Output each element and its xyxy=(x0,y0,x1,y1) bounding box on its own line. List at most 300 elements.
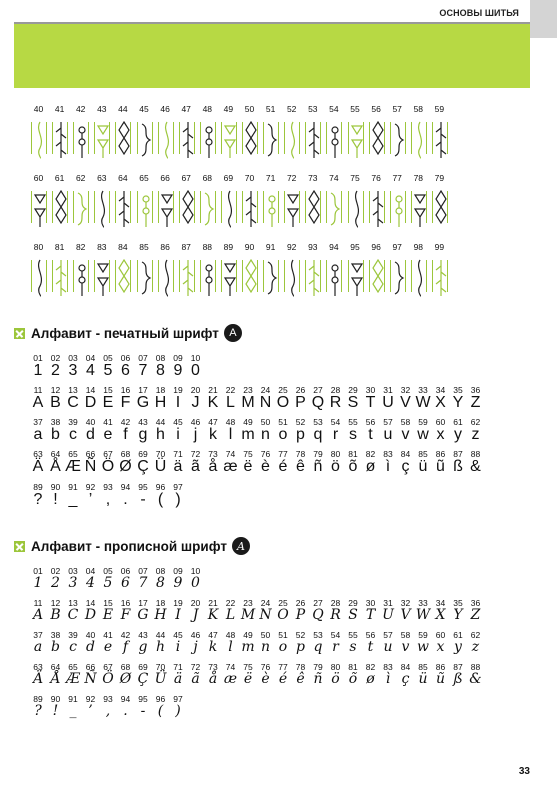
character-glyph: l xyxy=(228,639,233,655)
character-number: 02 xyxy=(50,566,61,576)
character-glyph: E xyxy=(102,394,114,411)
stitch-pattern-icon xyxy=(29,116,49,160)
character-number: 76 xyxy=(260,662,271,672)
character-glyph: ø xyxy=(365,458,376,475)
character-number: 01 xyxy=(33,353,43,363)
stitch-pattern-icon xyxy=(261,185,281,229)
character-glyph: ß xyxy=(453,458,463,475)
stitch-pattern-icon xyxy=(240,254,260,298)
green-banner xyxy=(14,24,530,88)
character-number: 22 xyxy=(225,385,236,395)
character-glyph: u xyxy=(383,639,393,655)
character-glyph: õ xyxy=(348,458,358,475)
character-glyph: 0 xyxy=(191,575,200,591)
character-number: 10 xyxy=(190,566,201,576)
character-glyph: J xyxy=(192,607,199,623)
character-number: 26 xyxy=(295,385,306,395)
stitch-number: 79 xyxy=(434,173,445,183)
character-glyph: Ü xyxy=(154,671,167,687)
character-number: 17 xyxy=(138,385,148,395)
character-number: 37 xyxy=(33,417,43,427)
character-glyph: b xyxy=(51,426,60,443)
character-number: 35 xyxy=(453,598,463,608)
character-glyph: r xyxy=(332,426,339,443)
character-glyph: L xyxy=(226,394,235,411)
stitch-number: 90 xyxy=(244,242,255,252)
stitch-number: 92 xyxy=(286,242,297,252)
character-glyph: j xyxy=(193,426,198,443)
character-number: 61 xyxy=(453,630,463,640)
character-glyph: H xyxy=(154,607,167,623)
character-number: 59 xyxy=(418,630,428,640)
character-number: 60 xyxy=(435,630,446,640)
character-number: 72 xyxy=(190,662,201,672)
stitch-pattern-icon xyxy=(324,185,344,229)
stitch-number: 80 xyxy=(33,242,44,252)
stitch-number: 93 xyxy=(308,242,318,252)
character-number: 05 xyxy=(103,566,113,576)
character-number: 10 xyxy=(190,353,201,363)
character-number: 75 xyxy=(243,449,253,459)
character-number: 09 xyxy=(173,566,183,576)
character-glyph: 4 xyxy=(86,575,95,591)
character-glyph: . xyxy=(123,703,128,719)
character-glyph: 9 xyxy=(173,362,183,379)
character-number: 51 xyxy=(278,417,288,427)
character-number: 61 xyxy=(453,417,463,427)
character-glyph: U xyxy=(382,607,394,623)
character-number: 31 xyxy=(383,598,393,608)
stitch-number: 87 xyxy=(181,242,191,252)
character-number: 42 xyxy=(120,417,131,427)
section-marker-icon xyxy=(14,328,25,339)
character-number: 20 xyxy=(190,385,201,395)
character-glyph: , xyxy=(105,491,111,508)
stitch-number: 61 xyxy=(54,173,65,183)
character-number: 11 xyxy=(33,598,43,608)
stitch-number: 63 xyxy=(97,173,107,183)
character-number: 48 xyxy=(225,417,236,427)
character-glyph: p xyxy=(296,426,305,443)
character-number: 74 xyxy=(225,662,236,672)
character-glyph: ì xyxy=(385,458,391,475)
character-number: 28 xyxy=(330,598,341,608)
character-number: 55 xyxy=(348,417,358,427)
character-number: 35 xyxy=(453,385,463,395)
character-number: 27 xyxy=(313,598,323,608)
character-glyph: V xyxy=(400,607,411,623)
character-glyph: , xyxy=(105,703,111,719)
character-number: 39 xyxy=(68,630,78,640)
stitch-pattern-icon xyxy=(367,254,387,298)
stitch-pattern-icon xyxy=(303,185,323,229)
stitch-number: 55 xyxy=(350,104,360,114)
stitch-number: 52 xyxy=(286,104,297,114)
character-glyph: - xyxy=(140,491,146,508)
stitch-number: 86 xyxy=(160,242,170,252)
character-glyph: O xyxy=(276,394,290,411)
stitch-pattern-icon xyxy=(367,185,387,229)
character-glyph: C xyxy=(67,607,79,623)
character-number: 57 xyxy=(383,417,393,427)
character-number: 92 xyxy=(85,482,96,492)
character-glyph: ç xyxy=(401,458,410,475)
character-number: 74 xyxy=(225,449,236,459)
character-number: 07 xyxy=(138,566,148,576)
character-number: 52 xyxy=(295,630,306,640)
character-glyph: Ü xyxy=(154,458,167,475)
character-number: 51 xyxy=(278,630,288,640)
stitch-number: 78 xyxy=(413,173,424,183)
character-number: 90 xyxy=(50,694,61,704)
stitch-number: 45 xyxy=(139,104,149,114)
character-number: 05 xyxy=(103,353,113,363)
character-number: 45 xyxy=(173,417,183,427)
character-number: 09 xyxy=(173,353,183,363)
character-glyph: ũ xyxy=(435,671,446,687)
stitch-pattern-icon xyxy=(29,185,49,229)
character-glyph: a xyxy=(33,426,43,443)
character-number: 58 xyxy=(400,630,411,640)
stitch-pattern-icon xyxy=(282,254,302,298)
character-glyph: Ø xyxy=(119,458,132,475)
character-glyph: c xyxy=(69,426,77,443)
character-glyph: x xyxy=(436,639,445,655)
stitch-number: 41 xyxy=(54,104,65,114)
stitch-number: 94 xyxy=(329,242,339,252)
character-glyph: Z xyxy=(470,607,481,623)
character-glyph: Ñ xyxy=(84,458,97,475)
character-glyph: y xyxy=(454,426,462,443)
character-glyph: j xyxy=(193,639,198,655)
stitch-number: 82 xyxy=(75,242,86,252)
character-number: 38 xyxy=(50,417,61,427)
character-glyph: æ xyxy=(223,458,238,475)
character-glyph: ’ xyxy=(88,703,93,719)
stitch-pattern-icon xyxy=(303,116,323,160)
stitch-number: 56 xyxy=(371,104,381,114)
character-glyph: F xyxy=(120,394,131,411)
character-glyph: ê xyxy=(296,458,305,475)
character-glyph: w xyxy=(417,426,429,443)
character-number: 69 xyxy=(138,662,148,672)
character-glyph: J xyxy=(191,394,200,411)
character-number: 88 xyxy=(470,662,481,672)
character-number: 92 xyxy=(85,694,96,704)
character-glyph: e xyxy=(103,639,113,655)
stitch-pattern-icon xyxy=(92,254,112,298)
character-glyph: Ö xyxy=(102,671,114,687)
character-glyph: Q xyxy=(312,607,324,623)
character-number: 58 xyxy=(400,417,411,427)
stitch-pattern-icon xyxy=(261,254,281,298)
character-glyph: 3 xyxy=(68,575,78,591)
stitch-pattern-icon xyxy=(29,254,49,298)
character-glyph: N xyxy=(259,607,272,623)
stitch-number: 76 xyxy=(371,173,381,183)
character-glyph: Ö xyxy=(101,458,115,475)
character-glyph: ä xyxy=(173,671,183,687)
character-glyph: è xyxy=(261,671,270,687)
character-number: 38 xyxy=(50,630,61,640)
character-number: 67 xyxy=(103,449,113,459)
character-glyph: u xyxy=(383,426,393,443)
stitch-number: 72 xyxy=(286,173,297,183)
character-number: 36 xyxy=(470,598,481,608)
print-alphabet-title: Алфавит - печатный шрифт xyxy=(31,325,219,341)
character-number: 37 xyxy=(33,630,43,640)
character-glyph: c xyxy=(69,639,77,655)
character-glyph: ë xyxy=(243,671,253,687)
stitch-pattern-icon xyxy=(219,116,239,160)
character-glyph: G xyxy=(136,394,150,411)
character-glyph: W xyxy=(415,394,431,411)
character-number: 83 xyxy=(383,449,393,459)
stitch-row xyxy=(31,242,471,298)
character-glyph: Ä xyxy=(32,671,44,687)
stitch-pattern-icon xyxy=(430,116,450,160)
character-number: 86 xyxy=(435,449,446,459)
character-glyph: V xyxy=(400,394,411,411)
stitch-pattern-icon xyxy=(409,254,429,298)
stitch-number: 60 xyxy=(33,173,44,183)
character-number: 33 xyxy=(418,598,428,608)
character-number: 73 xyxy=(208,662,218,672)
character-glyph: x xyxy=(436,426,445,443)
character-number: 56 xyxy=(365,630,376,640)
character-glyph: B xyxy=(50,607,61,623)
character-number: 68 xyxy=(120,449,131,459)
stitch-number: 81 xyxy=(54,242,65,252)
character-number: 75 xyxy=(243,662,253,672)
character-glyph: A xyxy=(32,607,44,623)
character-glyph: Y xyxy=(453,607,463,623)
character-number: 42 xyxy=(120,630,131,640)
stitch-number: 51 xyxy=(265,104,276,114)
stitch-pattern-icon xyxy=(409,116,429,160)
character-glyph: h xyxy=(155,639,166,655)
character-glyph: N xyxy=(259,394,272,411)
stitch-number: 97 xyxy=(392,242,402,252)
character-glyph: 2 xyxy=(51,362,60,379)
character-glyph: 1 xyxy=(33,575,43,591)
character-number: 46 xyxy=(190,417,201,427)
stitch-number: 46 xyxy=(160,104,170,114)
character-number: 96 xyxy=(155,482,166,492)
stitch-pattern-icon xyxy=(430,254,450,298)
section-marker-icon xyxy=(14,541,25,552)
stitch-number: 68 xyxy=(202,173,213,183)
character-number: 16 xyxy=(120,385,131,395)
character-number: 55 xyxy=(348,630,358,640)
stitch-number: 54 xyxy=(329,104,339,114)
stitch-number: 59 xyxy=(434,104,445,114)
script-alphabet-title: Алфавит - прописной шрифт xyxy=(31,538,227,554)
character-glyph: - xyxy=(140,703,146,719)
character-glyph: i xyxy=(175,639,181,655)
stitch-pattern-icon xyxy=(177,116,197,160)
stitch-row xyxy=(31,173,471,229)
print-font-badge-icon: A xyxy=(224,324,242,342)
stitch-pattern-icon xyxy=(282,185,302,229)
character-glyph: R xyxy=(329,394,342,411)
chapter-tab xyxy=(530,0,557,38)
character-glyph: ä xyxy=(173,458,183,475)
stitch-number: 65 xyxy=(139,173,149,183)
character-number: 04 xyxy=(85,566,96,576)
character-glyph: ã xyxy=(191,671,200,687)
character-number: 66 xyxy=(85,662,96,672)
character-number: 07 xyxy=(138,353,148,363)
stitch-pattern-icon xyxy=(240,185,260,229)
character-number: 82 xyxy=(365,449,376,459)
character-number: 72 xyxy=(190,449,201,459)
stitch-pattern-icon xyxy=(92,185,112,229)
character-glyph: ü xyxy=(418,458,428,475)
character-number: 23 xyxy=(243,598,253,608)
character-number: 23 xyxy=(243,385,253,395)
character-number: 56 xyxy=(365,417,376,427)
character-number: 32 xyxy=(400,598,411,608)
stitch-number: 64 xyxy=(118,173,128,183)
character-number: 18 xyxy=(155,385,166,395)
character-glyph: Q xyxy=(311,394,325,411)
character-number: 81 xyxy=(348,662,358,672)
stitch-number: 73 xyxy=(308,173,318,183)
page-number: 33 xyxy=(518,766,530,777)
character-number: 14 xyxy=(85,598,96,608)
character-glyph: v xyxy=(401,639,410,655)
character-glyph: l xyxy=(228,426,233,443)
character-glyph: e xyxy=(103,426,113,443)
stitch-pattern-icon xyxy=(346,185,366,229)
character-number: 83 xyxy=(383,662,393,672)
character-number: 73 xyxy=(208,449,218,459)
character-glyph: z xyxy=(471,639,480,655)
character-glyph: b xyxy=(51,639,60,655)
stitch-pattern-icon xyxy=(113,254,133,298)
character-number: 78 xyxy=(295,662,306,672)
character-number: 66 xyxy=(85,449,96,459)
stitch-number: 85 xyxy=(139,242,149,252)
stitch-pattern-icon xyxy=(177,185,197,229)
character-glyph: . xyxy=(123,491,128,508)
character-number: 47 xyxy=(208,630,218,640)
character-glyph: W xyxy=(415,607,431,623)
stitch-number: 83 xyxy=(97,242,107,252)
stitch-pattern-icon xyxy=(113,185,133,229)
character-number: 62 xyxy=(470,417,481,427)
character-glyph: ø xyxy=(366,671,375,687)
character-glyph: 8 xyxy=(156,362,165,379)
character-number: 64 xyxy=(50,662,61,672)
character-number: 87 xyxy=(453,449,463,459)
character-glyph: t xyxy=(368,426,373,443)
stitch-pattern-icon xyxy=(156,254,176,298)
script-font-badge-icon: A xyxy=(232,537,250,555)
stitch-pattern-icon xyxy=(71,185,91,229)
character-number: 46 xyxy=(190,630,201,640)
character-glyph: t xyxy=(367,639,374,655)
character-glyph: G xyxy=(137,607,149,623)
stitch-pattern-icon xyxy=(198,254,218,298)
stitch-pattern-icon xyxy=(346,254,366,298)
stitch-number: 44 xyxy=(118,104,128,114)
character-glyph: Å xyxy=(50,671,61,687)
character-number: 84 xyxy=(400,449,411,459)
character-number: 21 xyxy=(208,598,218,608)
character-number: 28 xyxy=(330,385,341,395)
character-glyph: _ xyxy=(69,703,77,719)
character-number: 19 xyxy=(173,598,183,608)
stitch-pattern-icon xyxy=(388,116,408,160)
stitch-pattern-icon xyxy=(198,185,218,229)
character-glyph: 0 xyxy=(191,362,200,379)
character-glyph: Å xyxy=(50,458,61,475)
character-number: 17 xyxy=(138,598,148,608)
character-glyph: ç xyxy=(401,671,410,687)
stitch-pattern-icon xyxy=(50,254,70,298)
character-glyph: U xyxy=(382,394,394,411)
stitch-pattern-icon xyxy=(92,116,112,160)
character-glyph: ñ xyxy=(313,671,323,687)
stitch-pattern-icon xyxy=(346,116,366,160)
character-glyph: ê xyxy=(296,671,305,687)
print-alphabet-heading xyxy=(14,324,242,342)
character-number: 78 xyxy=(295,449,306,459)
stitch-pattern-icon xyxy=(50,185,70,229)
stitch-pattern-icon xyxy=(113,116,133,160)
character-number: 77 xyxy=(278,449,288,459)
stitch-pattern-icon xyxy=(50,116,70,160)
character-glyph: & xyxy=(470,458,481,475)
character-glyph: Ø xyxy=(119,671,132,687)
stitch-number: 67 xyxy=(181,173,191,183)
character-glyph: r xyxy=(332,639,339,655)
character-glyph: ã xyxy=(191,458,200,475)
character-glyph: ñ xyxy=(313,458,323,475)
stitch-pattern-icon xyxy=(156,116,176,160)
character-glyph: å xyxy=(208,458,218,475)
character-glyph: D xyxy=(84,394,97,411)
character-number: 70 xyxy=(155,449,166,459)
stitch-number: 88 xyxy=(202,242,213,252)
character-glyph: K xyxy=(207,607,219,623)
character-number: 49 xyxy=(243,417,253,427)
stitch-number: 57 xyxy=(392,104,402,114)
character-number: 84 xyxy=(400,662,411,672)
character-glyph: s xyxy=(349,426,357,443)
character-number: 36 xyxy=(470,385,481,395)
character-number: 24 xyxy=(260,385,271,395)
character-number: 54 xyxy=(330,630,341,640)
character-glyph: k xyxy=(209,426,217,443)
character-number: 25 xyxy=(278,598,288,608)
character-glyph: ì xyxy=(385,671,391,687)
stitch-pattern-icon xyxy=(240,116,260,160)
stitch-number: 50 xyxy=(244,104,255,114)
character-glyph: y xyxy=(454,639,462,655)
character-number: 40 xyxy=(85,630,96,640)
character-glyph: w xyxy=(417,639,429,655)
character-glyph: 1 xyxy=(33,362,43,379)
stitch-number: 69 xyxy=(223,173,234,183)
stitch-number: 43 xyxy=(97,104,107,114)
character-number: 47 xyxy=(208,417,218,427)
character-glyph: D xyxy=(84,607,97,623)
stitch-number: 89 xyxy=(223,242,234,252)
character-number: 49 xyxy=(243,630,253,640)
